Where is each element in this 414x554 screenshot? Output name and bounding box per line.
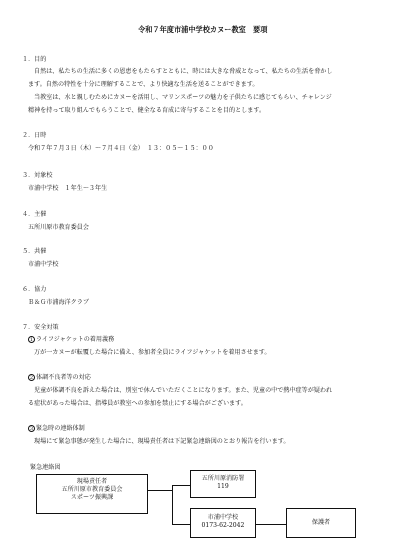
section-heading-purpose: １．目的 bbox=[22, 56, 47, 63]
safety-item-line: 現場にて緊急事態が発生した場合に、現場責任者は下記緊急連絡図のとおり報告を行います。 bbox=[34, 438, 290, 445]
safety-item-title: 3 緊急時の連絡体制 bbox=[29, 425, 85, 432]
safety-item-title: 1 ライフジャケットの着用義務 bbox=[29, 336, 115, 343]
connector-line bbox=[172, 485, 173, 525]
datetime-text: 令和７年７月３日（木）～７月４日（金） １３：０５～１５：００ bbox=[28, 145, 214, 152]
section-heading-cosponsor: ５．共催 bbox=[22, 248, 47, 255]
purpose-line: 精神を持って取り組んでもらうことで、健全なる育成に寄与することを目的とします。 bbox=[28, 107, 266, 114]
page-title: 令和７年度市浦中学校カヌー教室 要項 bbox=[138, 25, 268, 34]
fire-station-name: 五所川原消防署 bbox=[201, 475, 245, 482]
diagram-heading: 緊急連絡図 bbox=[30, 464, 61, 471]
school-box bbox=[190, 508, 256, 538]
connector-line bbox=[256, 524, 286, 525]
section-heading-cooperation: ６．協力 bbox=[22, 286, 47, 293]
fire-station-phone: 119 bbox=[217, 483, 229, 490]
safety-item-title: 2 体調不良者等の対応 bbox=[29, 374, 91, 381]
purpose-line: ます。自然の特性を十分に理解することで、より快適な生活を送ることができます。 bbox=[28, 81, 259, 88]
guardian-box bbox=[286, 508, 356, 538]
circled-number: 1 bbox=[29, 337, 34, 343]
purpose-line: 当教室は、水と親しむためにカヌーを活用し、マリンスポーツの魅力を子供たちに感じてもらい、チャレンジ bbox=[34, 94, 332, 101]
target-text: 市浦中学校 １年生～３年生 bbox=[28, 185, 108, 192]
safety-item-line: る症状があった場合は、指導員が教室への参加を禁止にする場合がございます。 bbox=[28, 400, 247, 407]
responsible-org: 五所川原市教育委員会 bbox=[61, 486, 123, 493]
section-heading-datetime: ２．日時 bbox=[22, 132, 47, 139]
cooperation-text: Ｂ＆Ｇ市浦海洋クラブ bbox=[28, 299, 89, 306]
responsible-person-box bbox=[36, 474, 148, 514]
circled-number: 2 bbox=[29, 375, 34, 381]
circled-number: 3 bbox=[29, 426, 34, 432]
cosponsor-text: 市浦中学校 bbox=[28, 261, 59, 268]
connector-line bbox=[172, 524, 190, 525]
responsible-dept: スポーツ振興課 bbox=[70, 494, 114, 501]
responsible-role: 現場責任者 bbox=[76, 478, 108, 485]
purpose-line: 自然は、私たちの生活に多くの恩恵をもたらすとともに、時には大きな脅威となって、私たちの生活を脅かし bbox=[34, 68, 333, 75]
organizer-text: 五所川原市教育委員会 bbox=[28, 224, 89, 231]
school-phone: 0173-62-2042 bbox=[201, 522, 245, 529]
fire-station-box bbox=[190, 470, 256, 498]
safety-item-line: 万が一カヌーが転覆した場合に備え、参加者全員にライフジャケットを着用させます。 bbox=[34, 349, 271, 356]
section-heading-safety: ７．安全対策 bbox=[22, 324, 59, 331]
guardian-label: 保護者 bbox=[311, 519, 331, 526]
section-heading-organizer: ４．主催 bbox=[22, 211, 47, 218]
school-name: 市浦中学校 bbox=[207, 514, 239, 521]
connector-line bbox=[148, 490, 172, 491]
connector-line bbox=[172, 485, 190, 486]
safety-item-line: 児童が体調不良を訴えた場合は、別室で休んでいただくことになります。また、児童の中で熱中症等が疑われ bbox=[34, 387, 333, 394]
section-heading-target: ３．対象校 bbox=[22, 172, 53, 179]
